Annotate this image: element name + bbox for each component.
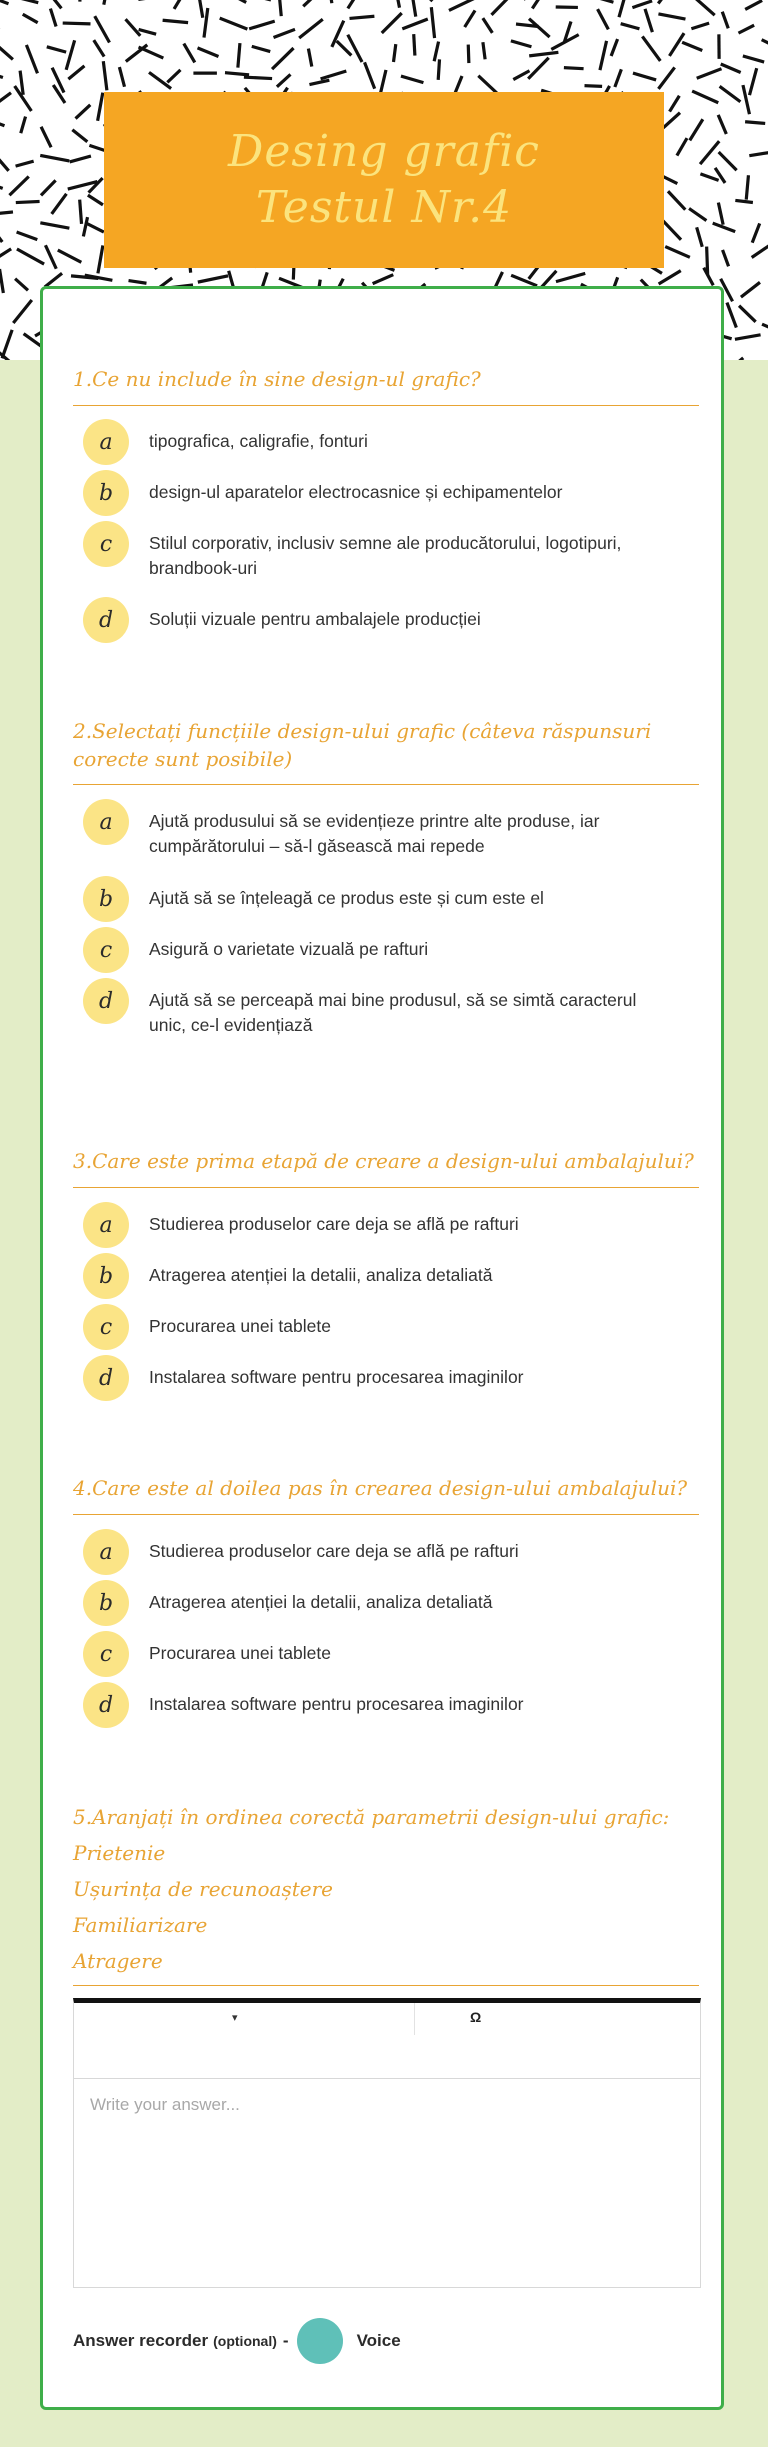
pattern-dash xyxy=(694,92,717,102)
pattern-dash xyxy=(694,0,713,14)
question-4-option-c[interactable] xyxy=(83,1631,683,1677)
pattern-dash xyxy=(585,0,612,2)
recorder-voice-label: Voice xyxy=(356,2331,401,2350)
pattern-dash xyxy=(238,45,240,66)
pattern-dash xyxy=(737,201,751,203)
pattern-dash xyxy=(300,20,321,37)
pattern-dash xyxy=(634,1,651,7)
pattern-dash xyxy=(253,47,268,51)
pattern-dash xyxy=(311,81,328,85)
pattern-dash xyxy=(723,13,728,27)
pattern-dash xyxy=(42,182,54,195)
option-text: tipografica, caligrafie, fonturi xyxy=(149,431,368,451)
pattern-dash xyxy=(77,106,89,118)
pattern-dash xyxy=(660,14,684,19)
pattern-dash xyxy=(763,40,768,48)
pattern-dash xyxy=(395,0,399,6)
pattern-dash xyxy=(349,36,362,61)
pattern-dash xyxy=(0,222,1,240)
question-5-item-2: Ușurința de recunoaștere xyxy=(73,1877,334,1901)
option-text: Procurarea unei tablete xyxy=(149,1316,331,1336)
pattern-dash xyxy=(140,30,154,34)
question-1-option-c[interactable] xyxy=(83,521,683,581)
pattern-dash xyxy=(723,251,728,264)
pattern-dash xyxy=(764,325,768,332)
pattern-dash xyxy=(598,11,607,29)
record-voice-button[interactable] xyxy=(297,2318,343,2364)
option-text: Ajută să se perceapă mai bine produsul, să se simtă caracterul unic, ce-l evidențiază xyxy=(149,990,637,1035)
option-text: Atragerea atenției la detalii, analiza detaliată xyxy=(149,1265,493,1285)
pattern-dash xyxy=(744,56,762,61)
option-text: Atragerea atenției la detalii, analiza detaliată xyxy=(149,1592,493,1612)
question-5-item-4: Atragere xyxy=(73,1949,163,1973)
pattern-dash xyxy=(140,48,162,58)
pattern-dash xyxy=(531,53,557,56)
pattern-dash xyxy=(221,19,246,29)
pattern-dash xyxy=(600,42,606,68)
question-4-option-d[interactable] xyxy=(83,1682,683,1728)
question-2-divider xyxy=(73,784,699,785)
pattern-dash xyxy=(45,0,61,7)
pattern-dash xyxy=(747,122,764,123)
question-2-option-a[interactable] xyxy=(83,799,683,859)
pattern-dash xyxy=(322,72,345,79)
pattern-dash xyxy=(86,276,111,281)
pattern-dash xyxy=(0,183,1,188)
pattern-dash xyxy=(251,22,274,29)
pattern-dash xyxy=(719,204,723,223)
pattern-dash xyxy=(558,274,584,281)
pattern-dash xyxy=(663,114,679,128)
pattern-dash xyxy=(702,174,717,179)
pattern-dash xyxy=(615,71,620,86)
option-letter-bubble: b xyxy=(83,1253,129,1299)
pattern-dash xyxy=(740,26,753,33)
pattern-dash xyxy=(662,219,680,238)
pattern-dash xyxy=(403,77,422,83)
pattern-dash xyxy=(11,178,28,195)
pattern-dash xyxy=(646,10,652,30)
pattern-dash xyxy=(18,250,42,263)
pattern-dash xyxy=(21,118,25,132)
pattern-dash xyxy=(84,219,88,235)
pattern-dash xyxy=(533,0,546,7)
option-letter-bubble: d xyxy=(83,1682,129,1728)
pattern-dash xyxy=(643,38,659,60)
pattern-dash xyxy=(104,0,108,3)
question-5-title: 5.Aranjați în ordinea corectă parametrii design-ului grafic: xyxy=(73,1805,670,1829)
pattern-dash xyxy=(199,49,217,56)
pattern-dash xyxy=(24,15,36,22)
pattern-dash xyxy=(14,301,31,321)
pattern-dash xyxy=(130,281,145,283)
pattern-dash xyxy=(635,74,655,80)
pattern-dash xyxy=(150,73,170,87)
pattern-dash xyxy=(619,0,625,16)
option-letter-bubble: a xyxy=(83,419,129,465)
pattern-dash xyxy=(80,201,82,222)
pattern-dash xyxy=(678,140,687,155)
option-text: Procurarea unei tablete xyxy=(149,1643,331,1663)
pattern-dash xyxy=(16,280,27,289)
answer-recorder xyxy=(73,2317,401,2365)
pattern-dash xyxy=(381,72,386,94)
pattern-dash xyxy=(707,248,708,273)
question-2-option-b[interactable] xyxy=(83,876,683,922)
pattern-dash xyxy=(468,46,469,61)
pattern-dash xyxy=(667,247,689,257)
pattern-dash xyxy=(67,42,75,69)
question-3-option-a[interactable] xyxy=(83,1202,683,1248)
pattern-dash xyxy=(0,212,11,214)
question-3-option-b[interactable] xyxy=(83,1253,683,1299)
pattern-dash xyxy=(450,0,475,10)
option-text: Ajută să se înțeleagă ce produs este și cum este el xyxy=(149,888,544,908)
pattern-dash xyxy=(351,16,373,18)
option-text: Instalarea software pentru procesarea imaginilor xyxy=(149,1694,524,1714)
pattern-dash xyxy=(659,69,673,88)
question-3-option-d[interactable] xyxy=(83,1355,683,1401)
pattern-dash xyxy=(227,73,248,75)
recorder-dash: - xyxy=(282,2331,289,2350)
question-2-option-c[interactable] xyxy=(83,927,683,973)
question-2-title: 2.Selectați funcțiile design-ului grafic (câteva răspunsuri corecte sunt posibile) xyxy=(73,719,652,771)
pattern-dash xyxy=(11,0,37,2)
question-1-option-b[interactable] xyxy=(83,470,683,516)
pattern-dash xyxy=(0,271,3,292)
pattern-dash xyxy=(120,69,124,86)
pattern-dash xyxy=(27,46,37,71)
pattern-dash xyxy=(728,304,736,326)
option-letter-bubble: a xyxy=(83,1202,129,1248)
question-5-item-3: Familiarizare xyxy=(73,1913,208,1937)
question-1-option-a[interactable] xyxy=(83,419,683,465)
pattern-dash xyxy=(71,157,89,162)
pattern-dash xyxy=(164,20,186,22)
question-1-divider xyxy=(73,405,699,406)
pattern-dash xyxy=(96,18,109,42)
pattern-dash xyxy=(742,283,759,296)
pattern-dash xyxy=(0,71,1,77)
pattern-dash xyxy=(98,247,102,272)
pattern-dash xyxy=(3,331,12,356)
pattern-dash xyxy=(199,276,226,282)
pattern-dash xyxy=(513,276,536,285)
pattern-dash xyxy=(670,35,683,55)
pattern-dash xyxy=(515,72,528,79)
pattern-dash xyxy=(412,0,415,15)
pattern-dash xyxy=(669,192,684,208)
option-letter-bubble: d xyxy=(83,597,129,643)
option-letter-bubble: c xyxy=(83,521,129,567)
pattern-dash xyxy=(0,250,10,265)
question-3-title: 3.Care este prima etapă de creare a design-ului ambalajului? xyxy=(73,1149,694,1173)
pattern-dash xyxy=(726,359,742,360)
pattern-dash xyxy=(64,23,89,24)
pattern-dash xyxy=(309,50,312,65)
pattern-dash xyxy=(750,70,756,94)
pattern-dash xyxy=(480,77,498,94)
page-title-line1: Desing grafic xyxy=(228,126,540,177)
option-letter-bubble: b xyxy=(83,470,129,516)
pattern-dash xyxy=(493,0,509,14)
pattern-dash xyxy=(435,43,439,60)
recorder-label: Answer recorder xyxy=(73,2331,209,2350)
pattern-dash xyxy=(404,20,427,29)
option-letter-bubble: c xyxy=(83,1631,129,1677)
pattern-dash xyxy=(720,153,736,169)
pattern-dash xyxy=(89,196,101,204)
question-2-option-d[interactable] xyxy=(83,978,683,1038)
pattern-dash xyxy=(349,0,361,7)
pattern-dash xyxy=(714,224,734,231)
question-3-divider xyxy=(73,1187,699,1188)
pattern-dash xyxy=(223,0,245,2)
pattern-dash xyxy=(59,251,80,262)
question-5-divider xyxy=(73,1985,699,1986)
quiz-card xyxy=(40,286,724,2410)
pattern-dash xyxy=(737,335,760,339)
pattern-dash xyxy=(275,30,294,37)
pattern-dash xyxy=(0,119,3,125)
option-text: Ajută produsului să se evidențieze printre alte produse, iar cumpărătorului – să-l găsească mai repede xyxy=(149,811,600,856)
option-text: Studierea produselor care deja se află pe rafturi xyxy=(149,1214,519,1234)
pattern-dash xyxy=(88,224,103,231)
option-letter-bubble: c xyxy=(83,1304,129,1350)
pattern-dash xyxy=(432,9,435,37)
pattern-dash xyxy=(329,0,331,2)
option-letter-bubble: d xyxy=(83,978,129,1024)
pattern-dash xyxy=(701,142,718,163)
pattern-dash xyxy=(0,149,8,170)
pattern-dash xyxy=(304,0,321,5)
pattern-dash xyxy=(530,20,548,36)
question-1-title: 1.Ce nu include în sine design-ul grafic? xyxy=(73,367,481,391)
pattern-dash xyxy=(70,67,84,78)
pattern-dash xyxy=(18,233,36,240)
pattern-dash xyxy=(374,275,392,283)
pattern-dash xyxy=(529,59,547,78)
pattern-dash xyxy=(743,87,749,113)
pattern-dash xyxy=(383,14,401,32)
pattern-dash xyxy=(698,69,720,77)
question-4-title: 4.Care este al doilea pas în crearea design-ului ambalajului? xyxy=(73,1476,688,1500)
pattern-dash xyxy=(753,225,759,241)
pattern-dash xyxy=(20,72,23,93)
pattern-dash xyxy=(42,223,68,228)
pattern-dash xyxy=(751,152,768,155)
answer-editor xyxy=(73,1998,701,2288)
pattern-dash xyxy=(104,63,107,89)
pattern-dash xyxy=(46,274,61,286)
pattern-dash xyxy=(0,0,7,3)
pattern-dash xyxy=(659,0,673,2)
pattern-dash xyxy=(719,116,726,132)
pattern-dash xyxy=(169,71,180,81)
pattern-dash xyxy=(697,229,702,246)
question-4-option-a[interactable] xyxy=(83,1529,683,1575)
editor-toolbar xyxy=(74,2003,700,2079)
title-banner xyxy=(104,92,664,268)
question-5-item-1: Prietenie xyxy=(73,1841,166,1865)
question-4-divider xyxy=(73,1514,699,1515)
pattern-dash xyxy=(512,41,530,46)
pattern-dash xyxy=(722,65,739,72)
pattern-dash xyxy=(693,24,708,29)
pattern-dash xyxy=(660,272,679,284)
pattern-dash xyxy=(747,1,761,9)
pattern-dash xyxy=(273,49,292,68)
pattern-dash xyxy=(51,10,56,25)
pattern-dash xyxy=(280,0,282,15)
pattern-dash xyxy=(200,0,203,16)
question-3-option-c[interactable] xyxy=(83,1304,683,1350)
pattern-dash xyxy=(42,156,68,161)
pattern-dash xyxy=(740,307,754,321)
option-text: Soluții vizuale pentru ambalajele producției xyxy=(149,609,481,629)
caret-down-icon[interactable]: ▾ xyxy=(232,2012,238,2024)
option-text: Asigură o varietate vizuală pe rafturi xyxy=(149,939,429,959)
option-text: Studierea produselor care deja se află pe rafturi xyxy=(149,1541,519,1561)
option-text: Instalarea software pentru procesarea imaginilor xyxy=(149,1367,524,1387)
special-characters-button[interactable]: Ω xyxy=(470,2009,482,2025)
pattern-dash xyxy=(127,20,140,34)
pattern-dash xyxy=(0,94,10,105)
pattern-dash xyxy=(278,76,289,86)
option-text: design-ul aparatelor electrocasnice și echipamentelor xyxy=(149,482,563,502)
question-4-option-b[interactable] xyxy=(83,1580,683,1626)
option-letter-bubble: b xyxy=(83,1580,129,1626)
toolbar-separator xyxy=(414,2003,415,2035)
page-title-line2: Testul Nr.4 xyxy=(255,182,513,233)
pattern-dash xyxy=(414,36,415,54)
pattern-dash xyxy=(691,121,702,139)
pattern-dash xyxy=(670,97,678,110)
option-letter-bubble: c xyxy=(83,927,129,973)
pattern-dash xyxy=(204,10,207,36)
pattern-dash xyxy=(0,43,12,58)
pattern-dash xyxy=(690,209,705,219)
pattern-dash xyxy=(95,42,104,56)
pattern-dash xyxy=(98,94,103,119)
pattern-dash xyxy=(622,24,638,28)
pattern-dash xyxy=(175,0,184,8)
pattern-dash xyxy=(483,44,485,58)
option-letter-bubble: d xyxy=(83,1355,129,1401)
pattern-dash xyxy=(365,64,374,87)
pattern-dash xyxy=(48,47,64,52)
recorder-optional-label: (optional) xyxy=(213,2333,277,2349)
question-1-option-d[interactable] xyxy=(83,597,683,643)
pattern-dash xyxy=(185,45,194,61)
pattern-dash xyxy=(46,247,56,268)
pattern-dash xyxy=(438,61,439,78)
option-text: Stilul corporativ, inclusiv semne ale producătorului, logotipuri, brandbook-uri xyxy=(149,533,622,578)
pattern-dash xyxy=(753,245,768,257)
pattern-dash xyxy=(586,86,600,87)
pattern-dash xyxy=(484,20,492,32)
pattern-dash xyxy=(74,131,87,141)
pattern-dash xyxy=(394,46,396,61)
option-letter-bubble: a xyxy=(83,1529,129,1575)
pattern-dash xyxy=(229,272,233,286)
option-letter-bubble: a xyxy=(83,799,129,845)
pattern-dash xyxy=(684,43,701,50)
pattern-dash xyxy=(17,162,32,166)
option-letter-bubble: b xyxy=(83,876,129,922)
pattern-dash xyxy=(721,87,739,101)
pattern-dash xyxy=(566,68,583,69)
pattern-dash xyxy=(338,42,350,54)
pattern-dash xyxy=(17,202,38,203)
pattern-dash xyxy=(746,177,748,198)
pattern-dash xyxy=(42,128,51,146)
pattern-dash xyxy=(246,77,271,78)
pattern-dash xyxy=(466,12,475,26)
pattern-dash xyxy=(53,195,66,213)
pattern-dash xyxy=(612,41,617,55)
answer-input[interactable] xyxy=(74,2079,700,2284)
